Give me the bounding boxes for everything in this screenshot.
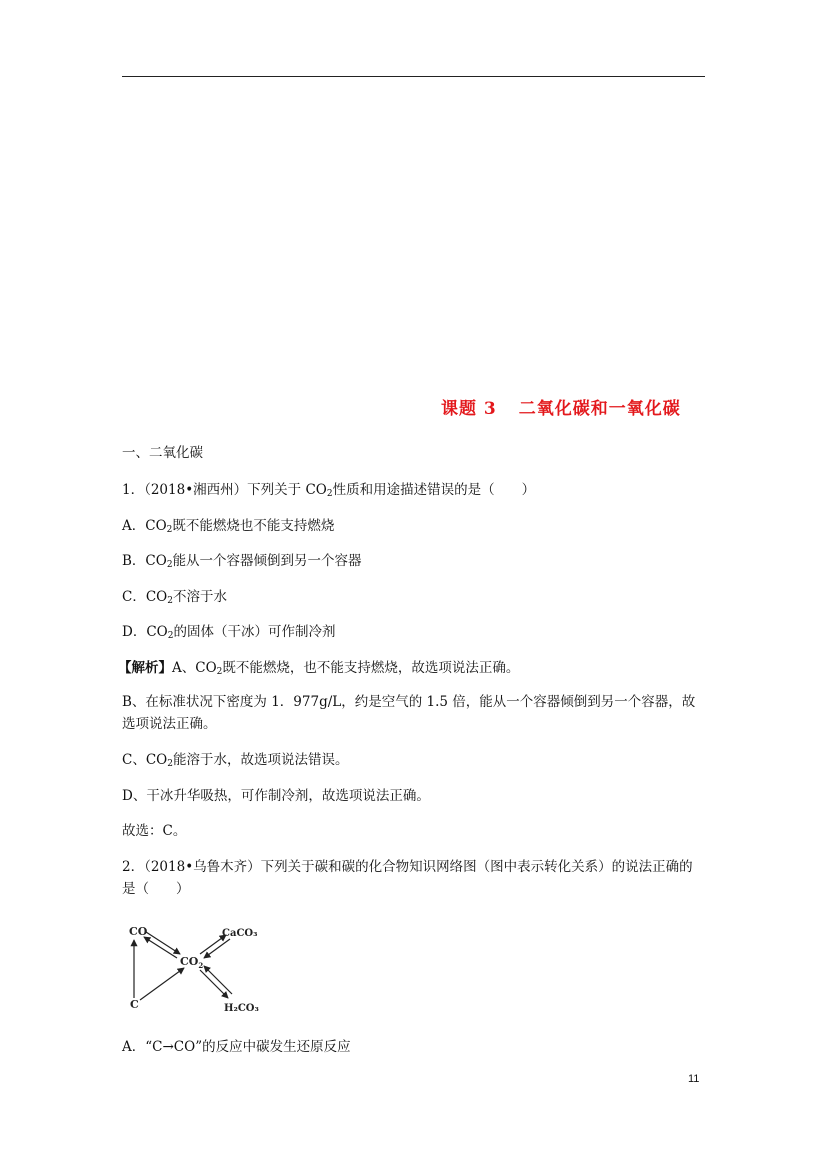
q1-option-d: D．$CO_2$的固体（干冰）可作制冷剂 (122, 624, 336, 641)
lesson-title (441, 394, 681, 419)
node-co: CO (129, 925, 148, 938)
node-h2co3: H₂CO₃ (224, 1003, 259, 1014)
answer: 故选：C。 (122, 823, 187, 839)
q1-option-a: A．$CO_2$既不能燃烧也不能支持燃烧 (122, 518, 335, 535)
analysis-d: D、干冰升华吸热，可作制冷剂，故选项说法正确。 (122, 788, 430, 804)
question-1-stem: 1．（2018•湘西州）下列关于 $CO_2$性质和用途描述错误的是（ ） (122, 482, 536, 499)
analysis-tag: 【解析】 (118, 660, 172, 676)
lesson-number: 课题 3 (441, 399, 497, 419)
arrow-co2-to-co (144, 937, 177, 958)
analysis-b: B、在标准状况下密度为 1．977g/L，约是空气的 1.5 倍，能从一个容器倾倒到另一个容器，故选项说法正确。 (122, 694, 696, 732)
arrow-h2co3-to-co2 (204, 966, 232, 994)
header-rule (122, 76, 705, 77)
page-number: 11 (688, 1073, 700, 1085)
section-heading: 一、二氧化碳 (122, 445, 203, 461)
arrow-co2-to-h2co3 (200, 970, 228, 998)
q1-option-b: B．$CO_2$能从一个容器倾倒到另一个容器 (122, 553, 362, 570)
analysis-a: 【解析】A、$CO_2$既不能燃烧，也不能支持燃烧，故选项说法正确。 (118, 660, 520, 677)
arrow-co-to-co2 (146, 932, 180, 954)
node-co2: $CO_2$ (180, 955, 204, 970)
q2-option-a: A．“C→CO”的反应中碳发生还原反应 (122, 1039, 351, 1055)
question-2-stem: 2．（2018•乌鲁木齐）下列关于碳和碳的化合物知识网络图（图中表示转化关系）的说法正确的是（ ） (122, 859, 693, 897)
node-caco3: CaCO₃ (222, 928, 258, 939)
carbon-network-diagram (122, 918, 272, 1018)
q1-option-c: C．$CO_2$不溶于水 (122, 589, 227, 606)
analysis-c: C、$CO_2$能溶于水，故选项说法错误。 (122, 752, 349, 769)
lesson-topic: 二氧化碳和一氧化碳 (518, 399, 681, 419)
arrow-c-to-co2 (140, 968, 184, 1000)
node-c: C (130, 998, 139, 1011)
